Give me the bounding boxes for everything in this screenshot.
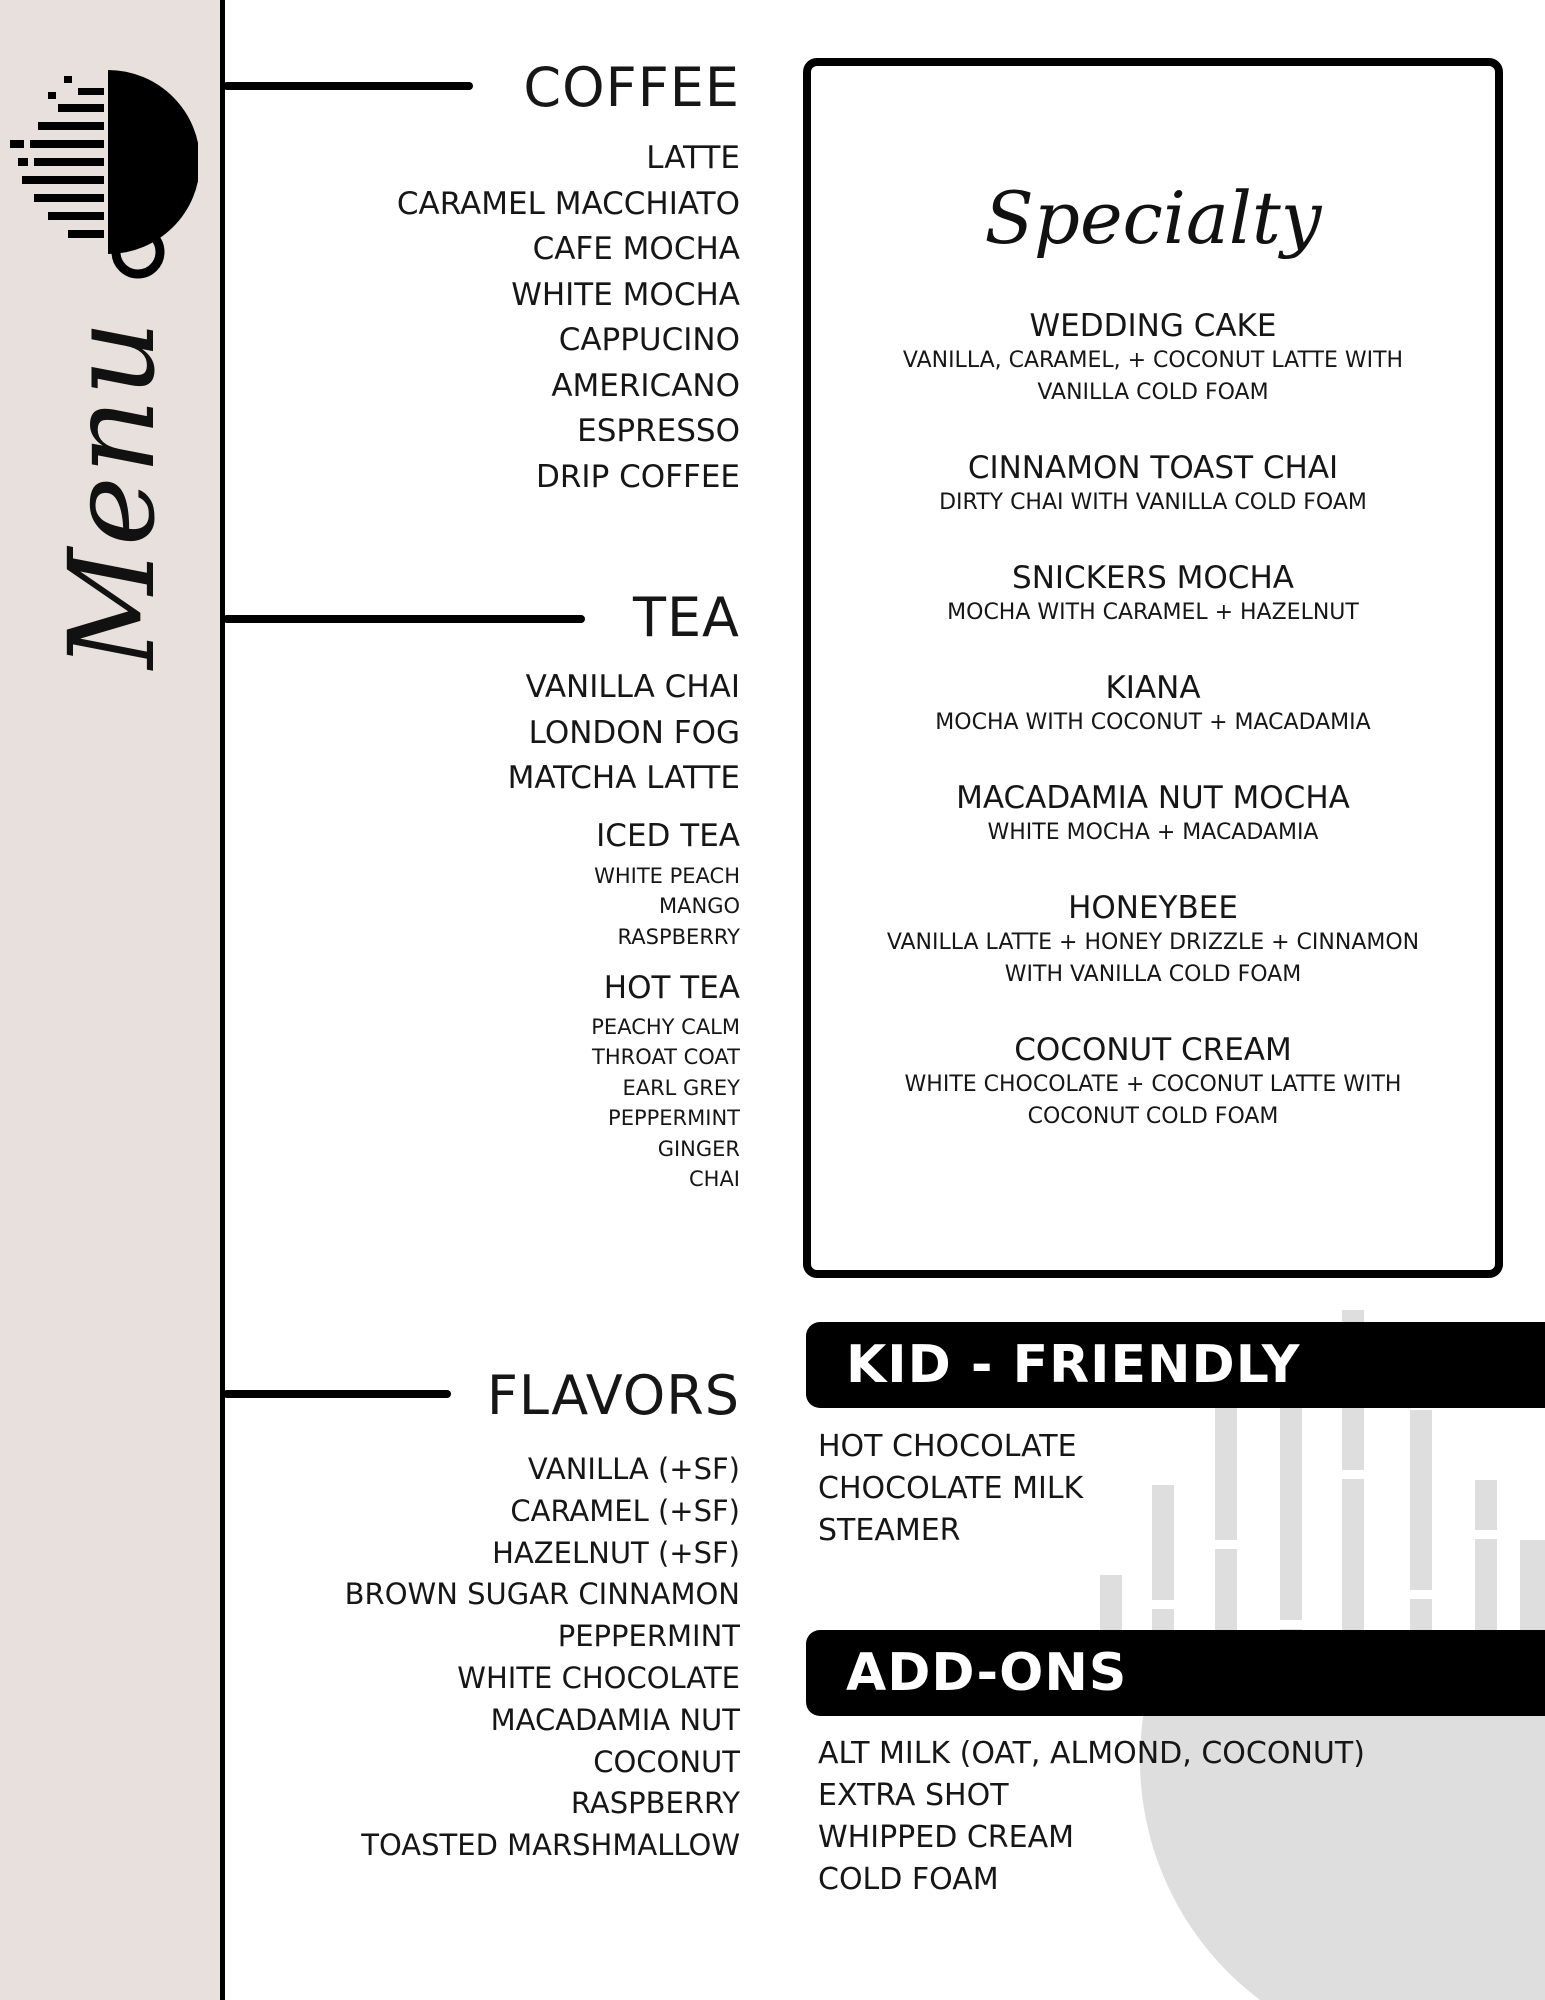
tea-rule: [223, 615, 585, 623]
specialty-item-desc: VANILLA, CARAMEL, + COCONUT LATTE WITH: [902, 348, 1404, 373]
coffee-title: COFFEE: [523, 56, 740, 119]
list-item: MACADAMIA NUT: [490, 1702, 740, 1737]
sidebar-divider: [220, 0, 225, 2000]
specialty-item: [811, 307, 1495, 409]
list-item: TOASTED MARSHMALLOW: [361, 1828, 740, 1863]
list-item: ALT MILK (OAT, ALMOND, COCONUT): [818, 1736, 1365, 1771]
specialty-item-name: COCONUT CREAM: [1014, 1032, 1292, 1068]
list-item: LONDON FOG: [528, 714, 740, 751]
specialty-item-name: MACADAMIA NUT MOCHA: [956, 780, 1350, 816]
specialty-item-desc: WITH VANILLA COLD FOAM: [1004, 962, 1302, 987]
hot-tea-list: [591, 1012, 740, 1194]
list-item: THROAT COAT: [592, 1045, 740, 1070]
list-item: GINGER: [657, 1136, 740, 1161]
flavors-list: [345, 1449, 740, 1867]
list-item: EARL GREY: [622, 1075, 740, 1100]
hot-tea-title: HOT TEA: [603, 970, 740, 1006]
specialty-item: [811, 779, 1495, 849]
list-item: VANILLA (+SF): [527, 1452, 740, 1486]
specialty-script-title: Specialty: [984, 176, 1322, 260]
tea-title: TEA: [632, 586, 740, 649]
list-item: VANILLA CHAI: [525, 669, 740, 705]
addons-list: [818, 1733, 1365, 1901]
list-item: LATTE: [646, 140, 740, 176]
flavors-title: FLAVORS: [486, 1364, 740, 1427]
list-item: COCONUT: [593, 1744, 740, 1779]
list-item: RASPBERRY: [570, 1786, 740, 1821]
specialty-item-desc: VANILLA LATTE + HONEY DRIZZLE + CINNAMON: [886, 930, 1420, 955]
list-item: CARAMEL (+SF): [510, 1493, 740, 1528]
coffee-rule: [223, 82, 473, 90]
kid-friendly-banner: [806, 1322, 1545, 1408]
specialty-item-desc: WHITE CHOCOLATE + COCONUT LATTE WITH: [904, 1072, 1402, 1097]
coffee-list: [397, 136, 740, 500]
coffee-cup-logo-icon: [8, 70, 198, 280]
specialty-item-desc: VANILLA COLD FOAM: [1037, 380, 1269, 405]
list-item: AMERICANO: [551, 367, 740, 404]
specialty-item-name: HONEYBEE: [1068, 890, 1238, 926]
list-item: RASPBERRY: [617, 924, 740, 949]
list-item: HAZELNUT (+SF): [492, 1535, 740, 1570]
flavors-rule: [223, 1390, 451, 1398]
specialty-item-desc: WHITE MOCHA + MACADAMIA: [987, 820, 1319, 845]
specialty-item-name: SNICKERS MOCHA: [1012, 560, 1294, 596]
addons-banner: [806, 1630, 1545, 1716]
list-item: PEACHY CALM: [591, 1015, 740, 1039]
tea-list: [508, 665, 740, 802]
specialty-item: [811, 1031, 1495, 1133]
iced-tea-list: [594, 861, 740, 952]
list-item: WHITE MOCHA: [511, 276, 740, 313]
list-item: COLD FOAM: [818, 1862, 999, 1897]
specialty-item-name: CINNAMON TOAST CHAI: [967, 450, 1339, 486]
list-item: EXTRA SHOT: [818, 1778, 1009, 1813]
iced-tea-title: ICED TEA: [596, 818, 740, 854]
specialty-panel: [803, 58, 1503, 1278]
specialty-item-desc: COCONUT COLD FOAM: [1027, 1104, 1279, 1129]
list-item: ESPRESSO: [577, 413, 740, 449]
specialty-item-desc: DIRTY CHAI WITH VANILLA COLD FOAM: [939, 490, 1367, 515]
list-item: WHITE PEACH: [594, 864, 740, 888]
specialty-item-desc: MOCHA WITH COCONUT + MACADAMIA: [935, 710, 1371, 735]
kid-friendly-title: KID - FRIENDLY: [846, 1335, 1301, 1395]
list-item: CAFE MOCHA: [532, 231, 740, 267]
list-item: CHAI: [688, 1166, 740, 1191]
list-item: CHOCOLATE MILK: [818, 1471, 1084, 1506]
list-item: CAPPUCINO: [558, 322, 740, 358]
specialty-item-desc: MOCHA WITH CARAMEL + HAZELNUT: [947, 600, 1359, 625]
list-item: BROWN SUGAR CINNAMON: [344, 1577, 740, 1612]
list-item: HOT CHOCOLATE: [818, 1429, 1077, 1464]
specialty-item-name: KIANA: [1105, 670, 1201, 706]
kid-friendly-list: [818, 1426, 1083, 1552]
specialty-item: [811, 559, 1495, 629]
list-item: DRIP COFFEE: [536, 458, 740, 495]
specialty-item: [811, 449, 1495, 519]
sidebar: [0, 0, 220, 2000]
list-item: PEPPERMINT: [557, 1619, 740, 1654]
list-item: CARAMEL MACCHIATO: [396, 185, 740, 222]
specialty-item: [811, 669, 1495, 739]
addons-title: ADD-ONS: [846, 1643, 1128, 1703]
list-item: PEPPERMINT: [608, 1106, 740, 1131]
list-item: STEAMER: [818, 1513, 961, 1548]
list-item: MANGO: [659, 894, 740, 919]
list-item: WHITE CHOCOLATE: [457, 1660, 740, 1695]
list-item: WHIPPED CREAM: [818, 1820, 1074, 1855]
specialty-item-name: WEDDING CAKE: [1029, 308, 1277, 344]
list-item: MATCHA LATTE: [507, 760, 740, 796]
specialty-item: [811, 889, 1495, 991]
